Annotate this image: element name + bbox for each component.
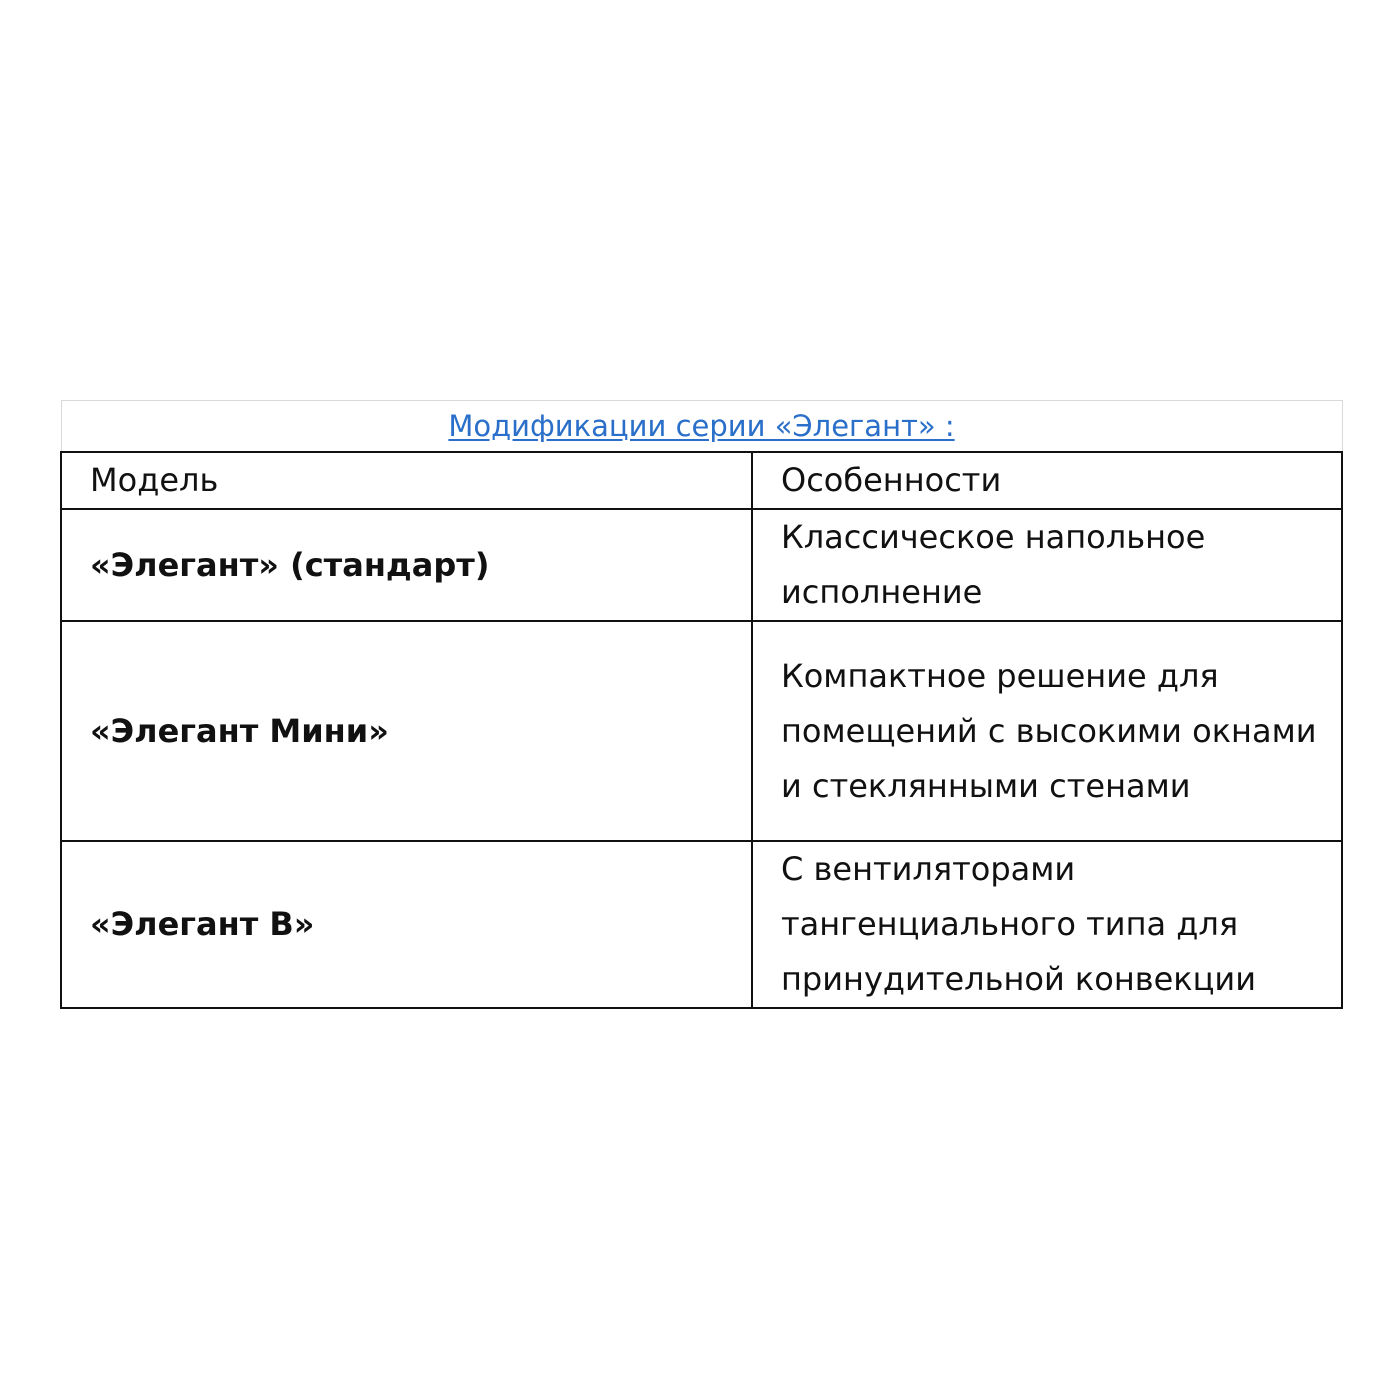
features-cell: Компактное решение для помещений с высокими окнами и стеклянными стенами <box>752 621 1342 841</box>
features-cell: Классическое напольное исполнение <box>752 509 1342 621</box>
table-row <box>61 509 1342 621</box>
model-cell: «Элегант» (стандарт) <box>61 509 752 621</box>
table-row <box>61 841 1342 1008</box>
table-caption-cell <box>61 401 1342 453</box>
modifications-table <box>60 400 1343 1009</box>
header-features: Особенности <box>752 452 1342 509</box>
table-caption-row <box>61 401 1342 453</box>
table-header-row <box>61 452 1342 509</box>
table-caption-link[interactable]: Модификации серии «Элегант» : <box>448 409 955 443</box>
table-row <box>61 621 1342 841</box>
model-cell: «Элегант Мини» <box>61 621 752 841</box>
features-cell: С вентиляторами тангенциального типа для принудительной конвекции <box>752 841 1342 1008</box>
header-model: Модель <box>61 452 752 509</box>
model-cell: «Элегант В» <box>61 841 752 1008</box>
